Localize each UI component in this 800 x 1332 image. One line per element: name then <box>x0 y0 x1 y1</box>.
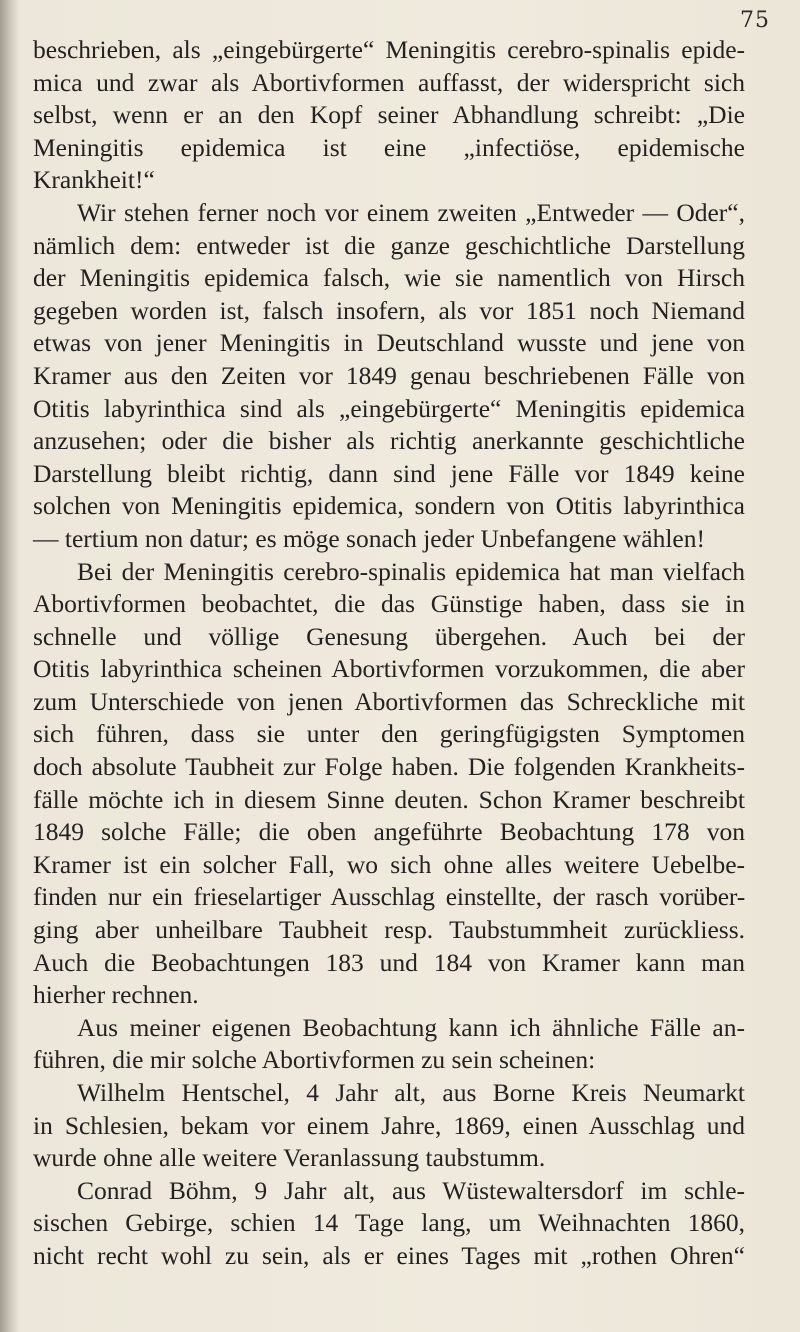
text-line: 1849 solche Fälle; die oben angeführte Beobachtung 178 von <box>33 817 745 847</box>
text-line: Wir stehen ferner noch vor einem zweiten „Entweder — Oder“, <box>77 197 745 227</box>
text-line: hierher rechnen. <box>33 980 199 1010</box>
text-line: sischen Gebirge, schien 14 Tage lang, um Weihnachten 1860, <box>33 1208 745 1238</box>
text-line: gegeben worden ist, falsch insofern, als vor 1851 noch Niemand <box>33 295 745 325</box>
text-line: der Meningitis epidemica falsch, wie sie namentlich von Hirsch <box>33 263 745 293</box>
text-line: solchen von Meningitis epidemica, sondern von Otitis labyrinthica <box>33 491 745 521</box>
text-line: beschrieben, als „eingebürgerte“ Meningitis cerebro-spinalis epide- <box>33 35 745 64</box>
text-line: fälle möchte ich in diesem Sinne deuten. Schon Kramer beschreibt <box>33 784 745 814</box>
text-line: Kramer aus den Zeiten vor 1849 genau beschriebenen Fälle von <box>33 360 745 390</box>
text-line: Krankheit!“ <box>33 165 155 195</box>
text-line: führen, die mir solche Abortivformen zu sein scheinen: <box>33 1045 596 1075</box>
text-line: doch absolute Taubheit zur Folge haben. Die folgenden Krankheits- <box>33 752 745 782</box>
text-line: zum Unterschiede von jenen Abortivformen das Schreckliche mit <box>33 686 745 716</box>
text-line: Darstellung bleibt richtig, dann sind jene Fälle vor 1849 keine <box>33 458 745 488</box>
text-line: selbst, wenn er an den Kopf seiner Abhandlung schreibt: „Die <box>33 100 745 130</box>
text-line: Aus meiner eigenen Beobachtung kann ich ähnliche Fälle an- <box>77 1012 745 1042</box>
text-line: Otitis labyrinthica scheinen Abortivformen vorzukommen, die aber <box>33 654 745 684</box>
text-line: Meningitis epidemica ist eine „infectiöse, epidemische <box>33 132 745 162</box>
text-line: Conrad Böhm, 9 Jahr alt, aus Wüstewaltersdorf im schle- <box>77 1175 745 1205</box>
body-text <box>33 34 745 1273</box>
text-line: wurde ohne alle weitere Veranlassung taubstumm. <box>33 1143 546 1173</box>
text-line: Bei der Meningitis cerebro-spinalis epidemica hat man vielfach <box>77 556 745 586</box>
text-line: in Schlesien, bekam vor einem Jahre, 1869, einen Ausschlag und <box>33 1110 745 1140</box>
text-line: Kramer ist ein solcher Fall, wo sich ohne alles weitere Uebelbe- <box>33 849 745 879</box>
text-line: — tertium non datur; es möge sonach jeder Unbefangene wählen! <box>33 523 705 553</box>
text-line: schnelle und völlige Genesung übergehen. Auch bei der <box>33 621 745 651</box>
text-line: Abortivformen beobachtet, die das Günstige haben, dass sie in <box>33 589 745 619</box>
text-line: sich führen, dass sie unter den geringfügigsten Symptomen <box>33 719 745 749</box>
text-line: etwas von jener Meningitis in Deutschland wusste und jene von <box>33 328 745 358</box>
text-line: mica und zwar als Abortivformen auffasst, der widerspricht sich <box>33 67 745 97</box>
page-number: 75 <box>740 8 770 33</box>
text-line: Wilhelm Hentschel, 4 Jahr alt, aus Borne Kreis Neumarkt <box>77 1078 745 1107</box>
text-line: finden nur ein frieselartiger Ausschlag einstellte, der rasch vorüber- <box>33 882 745 912</box>
text-line: nicht recht wohl zu sein, als er eines Tages mit „rothen Ohren“ <box>33 1240 745 1270</box>
text-line: Otitis labyrinthica sind als „eingebürgerte“ Meningitis epidemica <box>33 393 745 423</box>
text-line: nämlich dem: entweder ist die ganze geschichtliche Darstellung <box>33 230 745 260</box>
text-line: Auch die Beobachtungen 183 und 184 von Kramer kann man <box>33 947 745 977</box>
page-gutter-shadow <box>0 0 18 1332</box>
text-line: ging aber unheilbare Taubheit resp. Taubstummheit zurückliess. <box>33 915 745 945</box>
text-line: anzusehen; oder die bisher als richtig anerkannte geschichtliche <box>33 426 745 456</box>
